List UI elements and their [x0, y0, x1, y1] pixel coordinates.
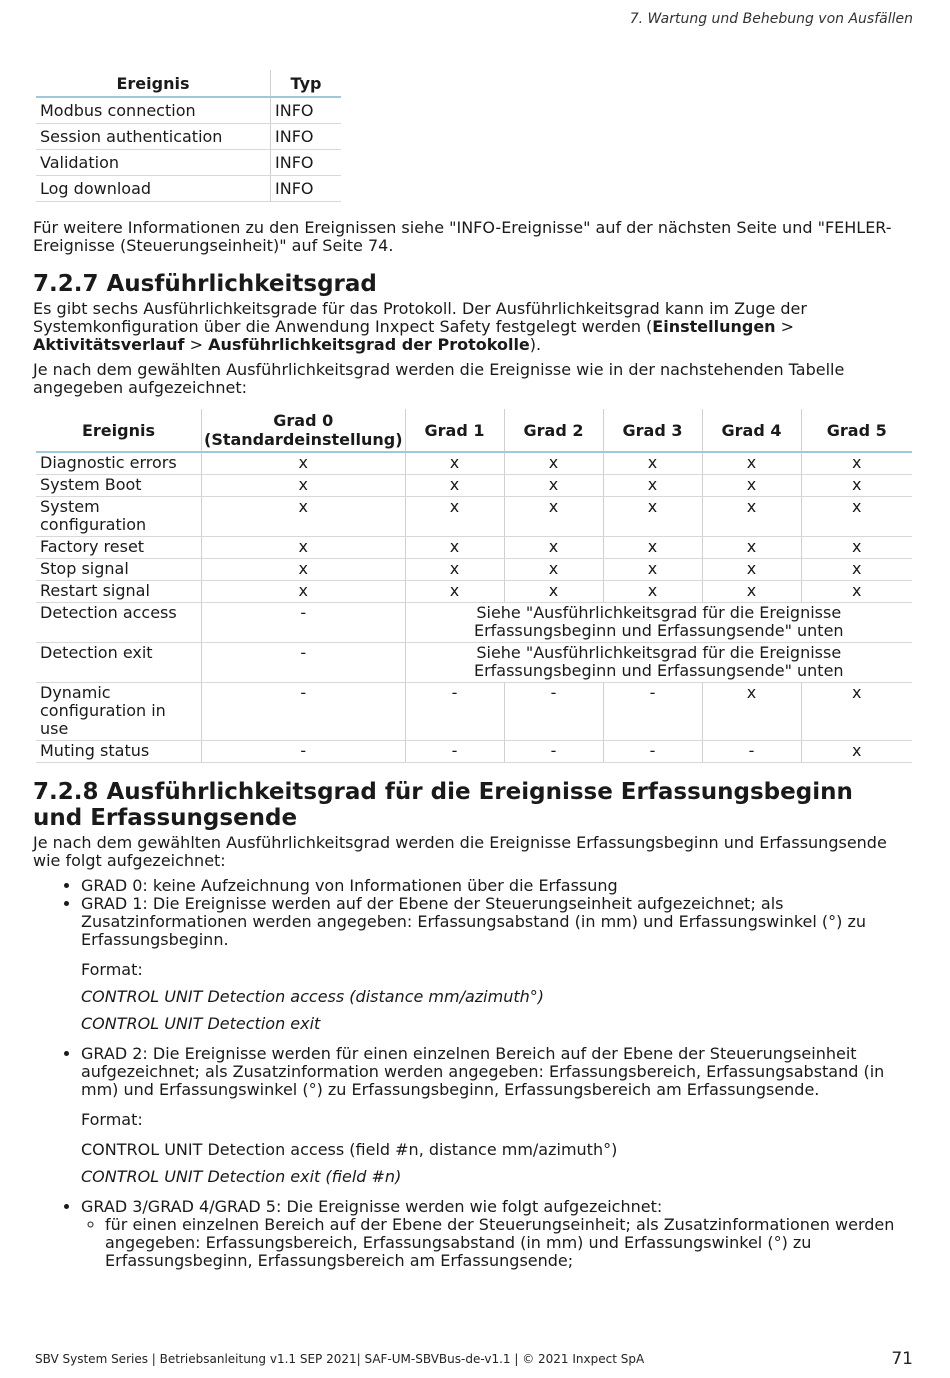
- text-span: >: [184, 335, 209, 354]
- level-cell: -: [202, 643, 406, 683]
- event-name: System configuration: [36, 497, 202, 537]
- level-cell: -: [504, 683, 603, 741]
- type-cell: INFO: [271, 97, 342, 124]
- level-cell: x: [405, 497, 504, 537]
- section-heading-727: [33, 271, 913, 297]
- header-grad-3: Grad 3: [603, 409, 702, 452]
- events-type-table: [36, 70, 341, 202]
- text-span: Es gibt sechs Ausführlichkeitsgrade für das Protokoll. Der Ausführlichkeitsgrad kann im Zuge der Systemkonfiguration über die Anwendung Inxpect Safety festgelegt werden (: [33, 299, 807, 336]
- level-cell: -: [405, 683, 504, 741]
- level-cell: x: [202, 559, 406, 581]
- level-cell: x: [603, 559, 702, 581]
- table-row: [36, 97, 341, 124]
- level-cell: x: [801, 559, 912, 581]
- event-name: Stop signal: [36, 559, 202, 581]
- level-cell: x: [801, 741, 912, 763]
- level-cell: x: [202, 452, 406, 475]
- text-span: >: [775, 317, 795, 336]
- list-item: [81, 1045, 913, 1186]
- table-row: [36, 475, 912, 497]
- detection-intro-paragraph: Je nach dem gewählten Ausführlichkeitsgrad werden die Ereignisse Erfassungsbeginn und Erfassungsende wie folgt aufgezeichnet:: [33, 833, 887, 870]
- level-cell: x: [702, 581, 801, 603]
- level-cell: x: [202, 497, 406, 537]
- list-item-text: für einen einzelnen Bereich auf der Ebene der Steuerungseinheit; als Zusatzinformationen werden angegeben: Erfassungsbereich, Erfassungsabstand (in mm) und Erfassungswinkel (°) zu Erfassungsbeginn, Erfassungsbereich am Erfassungsende;: [105, 1215, 895, 1270]
- event-name: Factory reset: [36, 537, 202, 559]
- event-cell: Log download: [36, 176, 271, 202]
- header-grad-5: Grad 5: [801, 409, 912, 452]
- event-name: Muting status: [36, 741, 202, 763]
- page-footer: SBV System Series | Betriebsanleitung v1.1 SEP 2021| SAF-UM-SBVBus-de-v1.1 | © 2021 Inxpect SpA: [35, 1352, 645, 1366]
- level-cell: -: [202, 741, 406, 763]
- level-cell: x: [202, 581, 406, 603]
- level-cell: x: [801, 452, 912, 475]
- level-cell: x: [202, 537, 406, 559]
- level-cell: x: [603, 452, 702, 475]
- level-cell: x: [702, 537, 801, 559]
- level-cell: x: [603, 497, 702, 537]
- level-cell: x: [702, 559, 801, 581]
- level-cell: x: [801, 683, 912, 741]
- see-below-note: Siehe "Ausführlichkeitsgrad für die Ereignisse Erfassungsbeginn und Erfassungsende" unten: [405, 603, 912, 643]
- table-row: [36, 559, 912, 581]
- level-cell: x: [603, 581, 702, 603]
- section-number: 7.2.8: [33, 779, 99, 805]
- verbosity-level-list: [33, 877, 913, 1270]
- format-label: Format:: [81, 1110, 143, 1129]
- header-grad-0: [202, 409, 406, 452]
- intro-paragraph: Für weitere Informationen zu den Ereignissen siehe "INFO-Ereignisse" auf der nächsten Seite und "FEHLER-Ereignisse (Steuerungseinheit)" auf Seite 74.: [33, 218, 892, 255]
- level-cell: x: [702, 683, 801, 741]
- table-row: [36, 176, 341, 202]
- table-row: [36, 452, 912, 475]
- level-cell: x: [405, 475, 504, 497]
- level-cell: x: [405, 581, 504, 603]
- menu-path-activity: Aktivitätsverlauf: [33, 335, 185, 354]
- level-cell: x: [801, 581, 912, 603]
- table-row: [36, 497, 912, 537]
- table-header-typ: Typ: [271, 70, 342, 97]
- level-cell: -: [202, 683, 406, 741]
- event-name: Detection access: [36, 603, 202, 643]
- level-cell: -: [504, 741, 603, 763]
- level-cell: x: [603, 537, 702, 559]
- event-name: Dynamic configuration in use: [36, 683, 202, 741]
- level-cell: x: [405, 452, 504, 475]
- event-name: Diagnostic errors: [36, 452, 202, 475]
- table-row: [36, 683, 912, 741]
- event-cell: Validation: [36, 150, 271, 176]
- list-item: [81, 1198, 913, 1270]
- level-cell: -: [202, 603, 406, 643]
- section-title: Ausführlichkeitsgrad für die Ereignisse Erfassungsbeginn und Erfassungsende: [33, 779, 853, 831]
- format-example: CONTROL UNIT Detection access (field #n, distance mm/azimuth°): [81, 1140, 618, 1159]
- event-name: System Boot: [36, 475, 202, 497]
- level-cell: -: [702, 741, 801, 763]
- level-cell: x: [504, 559, 603, 581]
- event-cell: Modbus connection: [36, 97, 271, 124]
- table-row: [36, 581, 912, 603]
- format-label: Format:: [81, 960, 143, 979]
- verbosity-table: [36, 409, 912, 763]
- list-item-text: GRAD 1: Die Ereignisse werden auf der Ebene der Steuerungseinheit aufgezeichnet; als Zusatzinformationen werden angegeben: Erfassungsabstand (in mm) und Erfassungswinkel (°) zu Erfassungsbeginn.: [81, 894, 867, 949]
- level-cell: x: [202, 475, 406, 497]
- format-example: CONTROL UNIT Detection access (distance mm/azimuth°): [81, 987, 545, 1006]
- event-cell: Session authentication: [36, 124, 271, 150]
- level-cell: x: [702, 452, 801, 475]
- level-cell: x: [702, 475, 801, 497]
- type-cell: INFO: [271, 124, 342, 150]
- sub-list: [81, 1216, 913, 1270]
- table-row: [36, 124, 341, 150]
- header-grad-0-note: (Standardeinstellung): [204, 430, 403, 449]
- type-cell: INFO: [271, 176, 342, 202]
- level-cell: -: [603, 741, 702, 763]
- table-row: [36, 150, 341, 176]
- section-title: Ausführlichkeitsgrad: [106, 271, 377, 297]
- page-content: [33, 70, 913, 1270]
- list-item-text: GRAD 0: keine Aufzeichnung von Informationen über die Erfassung: [81, 876, 618, 895]
- table-header-ereignis: Ereignis: [36, 70, 271, 97]
- level-cell: x: [504, 452, 603, 475]
- list-item-text: GRAD 2: Die Ereignisse werden für einen einzelnen Bereich auf der Ebene der Steuerungseinheit aufgezeichnet; als Zusatzinformation werden angegeben: Erfassungsbereich, Erfassungsabstand (in mm) und Erfassungswinkel (°) zu Erfassungsbeginn, Erfassungsbereich am Erfassungsende.: [81, 1044, 885, 1099]
- level-cell: x: [504, 475, 603, 497]
- header-grad-2: Grad 2: [504, 409, 603, 452]
- table-intro-paragraph: Je nach dem gewählten Ausführlichkeitsgrad werden die Ereignisse wie in der nachstehenden Tabelle angegeben aufgezeichnet:: [33, 360, 845, 397]
- header-grad-1: Grad 1: [405, 409, 504, 452]
- section-number: 7.2.7: [33, 271, 99, 297]
- level-cell: x: [405, 537, 504, 559]
- level-cell: x: [405, 559, 504, 581]
- list-item: [81, 877, 913, 895]
- menu-path-verbosity: Ausführlichkeitsgrad der Protokolle: [208, 335, 530, 354]
- event-name: Detection exit: [36, 643, 202, 683]
- level-cell: x: [603, 475, 702, 497]
- header-grad-0-label: Grad 0: [273, 411, 334, 430]
- table-row: [36, 643, 912, 683]
- level-cell: x: [504, 497, 603, 537]
- menu-path-settings: Einstellungen: [652, 317, 776, 336]
- header-ereignis: Ereignis: [36, 409, 202, 452]
- see-below-note: Siehe "Ausführlichkeitsgrad für die Ereignisse Erfassungsbeginn und Erfassungsende" unten: [405, 643, 912, 683]
- header-grad-4: Grad 4: [702, 409, 801, 452]
- page-number: 71: [891, 1349, 913, 1369]
- table-row: [36, 603, 912, 643]
- text-span: ).: [529, 335, 542, 354]
- type-cell: INFO: [271, 150, 342, 176]
- level-cell: x: [504, 581, 603, 603]
- section-heading-728: [33, 779, 863, 831]
- event-name: Restart signal: [36, 581, 202, 603]
- level-cell: x: [801, 537, 912, 559]
- sub-list-item: [105, 1216, 913, 1270]
- list-item-text: GRAD 3/GRAD 4/GRAD 5: Die Ereignisse werden wie folgt aufgezeichnet:: [81, 1197, 663, 1216]
- running-header: 7. Wartung und Behebung von Ausfällen: [629, 11, 913, 27]
- level-cell: x: [801, 497, 912, 537]
- level-cell: x: [801, 475, 912, 497]
- table-row: [36, 537, 912, 559]
- list-item: [81, 895, 913, 1033]
- verbosity-paragraph: [33, 300, 913, 354]
- format-example: CONTROL UNIT Detection exit (field #n): [81, 1167, 402, 1186]
- level-cell: x: [504, 537, 603, 559]
- level-cell: -: [405, 741, 504, 763]
- format-example: CONTROL UNIT Detection exit: [81, 1014, 321, 1033]
- level-cell: x: [702, 497, 801, 537]
- table-row: [36, 741, 912, 763]
- level-cell: -: [603, 683, 702, 741]
